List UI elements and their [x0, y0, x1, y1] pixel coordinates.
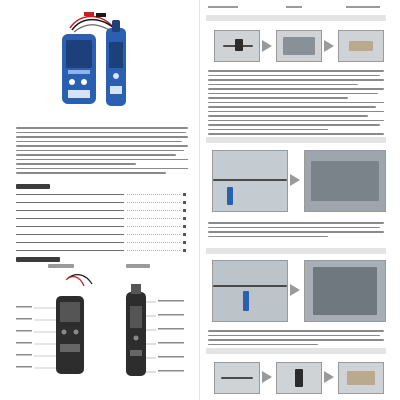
arrow-right-icon: [262, 40, 272, 52]
tracing-instructions: [208, 222, 384, 240]
external-view-heading: [16, 257, 60, 262]
step-photo: [276, 362, 322, 394]
arrow-right-icon: [290, 284, 300, 296]
page-header-right: [346, 6, 380, 8]
step-photo: [214, 362, 260, 394]
intro-paragraph: [16, 127, 188, 177]
device-diagram: [16, 272, 188, 396]
toc-item: [16, 207, 186, 214]
tracing-instructions: [208, 330, 384, 348]
device-diagram-figure: [16, 272, 188, 396]
figure-caption-1: [206, 137, 386, 143]
toc-item: [16, 223, 186, 230]
arrow-right-icon: [290, 174, 300, 186]
toc-item: [16, 231, 186, 238]
arrow-right-icon: [324, 371, 334, 383]
toc-item: [16, 191, 186, 198]
step-photo: [338, 362, 384, 394]
product-photo: [40, 8, 152, 120]
procedure-steps: [208, 70, 384, 142]
step-photo: [276, 30, 322, 62]
cable-tester-photo: [40, 8, 152, 120]
contents-heading: [16, 184, 50, 189]
column-divider: [199, 0, 200, 400]
subheading-transmitter: [48, 264, 74, 268]
section-heading-4: [206, 348, 386, 354]
toc-item: [16, 247, 186, 254]
toc-item: [16, 215, 186, 222]
step-photo: [214, 30, 260, 62]
figure-caption-2: [206, 248, 386, 254]
page-header-mid: [286, 6, 302, 8]
tracing-photo: [212, 150, 288, 212]
arrow-right-icon: [262, 371, 272, 383]
toc-item: [16, 199, 186, 206]
page-header-left: [208, 6, 238, 8]
tracing-photo: [212, 260, 288, 322]
section-heading-1: [206, 15, 386, 21]
toc-item: [16, 239, 186, 246]
step-photo: [338, 30, 384, 62]
arrow-right-icon: [324, 40, 334, 52]
patch-panel-photo: [304, 150, 386, 212]
subheading-receiver: [126, 264, 150, 268]
server-rack-photo: [304, 260, 386, 322]
